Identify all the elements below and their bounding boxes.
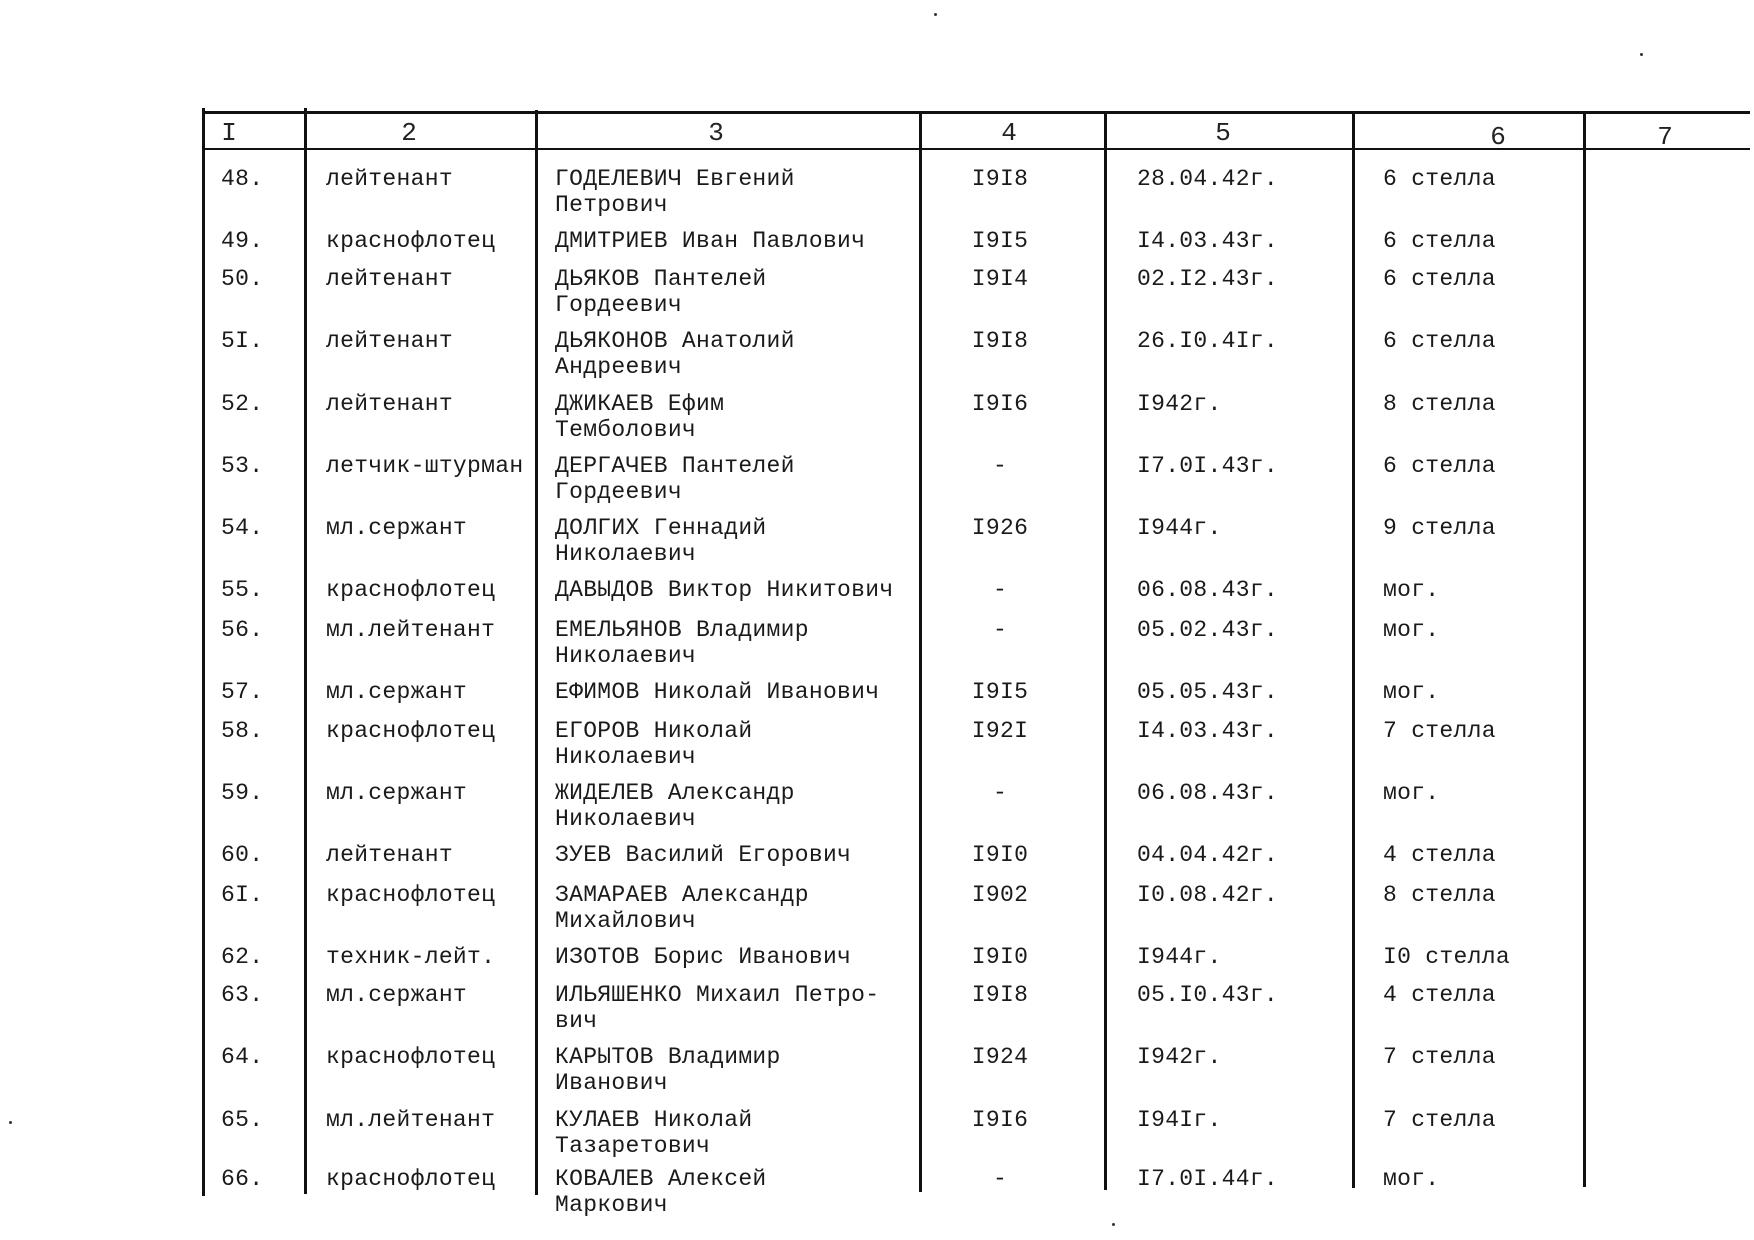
burial-place-cell: 7 стелла — [1383, 718, 1496, 744]
scan-speck — [9, 1121, 12, 1124]
death-date-cell: I942г. — [1137, 391, 1222, 417]
death-date-cell: 05.I0.43г. — [1137, 982, 1279, 1008]
table-row — [0, 982, 1754, 1042]
burial-place-cell: мог. — [1383, 1166, 1440, 1192]
rank-cell: лейтенант — [326, 391, 453, 417]
birth-year-cell: I902 — [971, 882, 1029, 908]
full-name-cell: ДЖИКАЕВ Ефим Темболович — [555, 391, 725, 443]
row-number-cell: 65. — [221, 1107, 264, 1133]
row-number-cell: 48. — [221, 166, 264, 192]
scan-speck — [1112, 1223, 1115, 1226]
death-date-cell: 05.02.43г. — [1137, 617, 1279, 643]
full-name-cell: ЗАМАРАЕВ Александр Михайлович — [555, 882, 809, 934]
table-row — [0, 453, 1754, 513]
row-number-cell: 62. — [221, 944, 264, 970]
row-number-cell: 50. — [221, 266, 264, 292]
full-name-cell: ЕГОРОВ Николай Николаевич — [555, 718, 753, 770]
death-date-cell: I944г. — [1137, 515, 1222, 541]
row-number-cell: 54. — [221, 515, 264, 541]
birth-year-cell: I92I — [971, 718, 1029, 744]
burial-place-cell: 6 стелла — [1383, 166, 1496, 192]
burial-place-cell: 7 стелла — [1383, 1107, 1496, 1133]
full-name-cell: КУЛАЕВ Николай Тазаретович — [555, 1107, 753, 1159]
death-date-cell: 28.04.42г. — [1137, 166, 1279, 192]
table-row — [0, 266, 1754, 326]
death-date-cell: 05.05.43г. — [1137, 679, 1279, 705]
death-date-cell: I94Iг. — [1137, 1107, 1222, 1133]
burial-place-cell: I0 стелла — [1383, 944, 1510, 970]
table-row — [0, 1166, 1754, 1226]
full-name-cell: ГОДЕЛЕВИЧ Евгений Петрович — [555, 166, 795, 218]
death-date-cell: I942г. — [1137, 1044, 1222, 1070]
row-number-cell: 66. — [221, 1166, 264, 1192]
column-header-5: 5 — [1215, 118, 1231, 148]
death-date-cell: I4.03.43г. — [1137, 718, 1279, 744]
table-row — [0, 1044, 1754, 1104]
rank-cell: краснофлотец — [326, 882, 496, 908]
full-name-cell: КОВАЛЕВ Алексей Маркович — [555, 1166, 767, 1218]
rank-cell: краснофлотец — [326, 1166, 496, 1192]
birth-year-cell: I9I8 — [971, 166, 1029, 192]
row-number-cell: 58. — [221, 718, 264, 744]
burial-place-cell: 6 стелла — [1383, 266, 1496, 292]
death-date-cell: I944г. — [1137, 944, 1222, 970]
full-name-cell: ЗУЕВ Василий Егорович — [555, 842, 852, 868]
row-number-cell: 52. — [221, 391, 264, 417]
row-number-cell: 55. — [221, 577, 264, 603]
table-row — [0, 780, 1754, 840]
row-number-cell: 57. — [221, 679, 264, 705]
full-name-cell: ЕМЕЛЬЯНОВ Владимир Николаевич — [555, 617, 809, 669]
column-header-4: 4 — [1001, 118, 1017, 148]
death-date-cell: 06.08.43г. — [1137, 577, 1279, 603]
rank-cell: мл.сержант — [326, 679, 468, 705]
full-name-cell: ИЛЬЯШЕНКО Михаил Петро- вич — [555, 982, 880, 1034]
column-header-2: 2 — [401, 118, 417, 148]
death-date-cell: 26.I0.4Iг. — [1137, 328, 1279, 354]
burial-place-cell: мог. — [1383, 780, 1440, 806]
row-number-cell: 64. — [221, 1044, 264, 1070]
birth-year-cell: - — [992, 617, 1008, 643]
death-date-cell: I7.0I.44г. — [1137, 1166, 1279, 1192]
table-row — [0, 391, 1754, 451]
burial-place-cell: 6 стелла — [1383, 328, 1496, 354]
row-number-cell: 59. — [221, 780, 264, 806]
rank-cell: краснофлотец — [326, 1044, 496, 1070]
burial-place-cell: 8 стелла — [1383, 882, 1496, 908]
burial-place-cell: 7 стелла — [1383, 1044, 1496, 1070]
row-number-cell: 5I. — [221, 328, 264, 354]
birth-year-cell: - — [992, 577, 1008, 603]
burial-place-cell: 9 стелла — [1383, 515, 1496, 541]
birth-year-cell: I9I6 — [971, 391, 1029, 417]
column-header-3: 3 — [708, 118, 724, 148]
rank-cell: техник-лейт. — [326, 944, 496, 970]
birth-year-cell: I9I4 — [971, 266, 1029, 292]
full-name-cell: ДАВЫДОВ Виктор Никитович — [555, 577, 894, 603]
death-date-cell: 06.08.43г. — [1137, 780, 1279, 806]
scan-speck — [934, 13, 937, 16]
rank-cell: лейтенант — [326, 328, 453, 354]
death-date-cell: I7.0I.43г. — [1137, 453, 1279, 479]
birth-year-cell: I924 — [971, 1044, 1029, 1070]
birth-year-cell: I9I8 — [971, 328, 1029, 354]
row-number-cell: 6I. — [221, 882, 264, 908]
table-row — [0, 328, 1754, 388]
full-name-cell: ЖИДЕЛЕВ Александр Николаевич — [555, 780, 795, 832]
row-number-cell: 60. — [221, 842, 264, 868]
birth-year-cell: I9I6 — [971, 1107, 1029, 1133]
birth-year-cell: - — [992, 453, 1008, 479]
rank-cell: мл.сержант — [326, 982, 468, 1008]
burial-place-cell: 4 стелла — [1383, 842, 1496, 868]
column-header-1: I — [221, 118, 237, 148]
rank-cell: мл.сержант — [326, 515, 468, 541]
scan-speck — [1640, 53, 1643, 56]
burial-place-cell: мог. — [1383, 617, 1440, 643]
birth-year-cell: I9I0 — [971, 842, 1029, 868]
death-date-cell: 04.04.42г. — [1137, 842, 1279, 868]
birth-year-cell: - — [992, 1166, 1008, 1192]
burial-place-cell: мог. — [1383, 577, 1440, 603]
full-name-cell: ДЬЯКОВ Пантелей Гордеевич — [555, 266, 767, 318]
burial-place-cell: 4 стелла — [1383, 982, 1496, 1008]
full-name-cell: ИЗОТОВ Борис Иванович — [555, 944, 852, 970]
full-name-cell: ЕФИМОВ Николай Иванович — [555, 679, 880, 705]
full-name-cell: ДМИТРИЕВ Иван Павлович — [555, 228, 866, 254]
rank-cell: мл.сержант — [326, 780, 468, 806]
burial-place-cell: 6 стелла — [1383, 453, 1496, 479]
death-date-cell: I0.08.42г. — [1137, 882, 1279, 908]
table-row — [0, 1107, 1754, 1167]
death-date-cell: 02.I2.43г. — [1137, 266, 1279, 292]
row-number-cell: 53. — [221, 453, 264, 479]
table-row — [0, 718, 1754, 778]
column-header-7: 7 — [1657, 122, 1673, 152]
rank-cell: летчик-штурман — [326, 453, 524, 479]
rank-cell: лейтенант — [326, 842, 453, 868]
table-top-rule — [203, 111, 1750, 114]
full-name-cell: ДЬЯКОНОВ Анатолий Андреевич — [555, 328, 795, 380]
rank-cell: мл.лейтенант — [326, 617, 496, 643]
birth-year-cell: I9I5 — [971, 679, 1029, 705]
row-number-cell: 63. — [221, 982, 264, 1008]
table-row — [0, 882, 1754, 942]
birth-year-cell: I9I8 — [971, 982, 1029, 1008]
birth-year-cell: I926 — [971, 515, 1029, 541]
rank-cell: краснофлотец — [326, 718, 496, 744]
rank-cell: лейтенант — [326, 166, 453, 192]
death-date-cell: I4.03.43г. — [1137, 228, 1279, 254]
full-name-cell: КАРЫТОВ Владимир Иванович — [555, 1044, 781, 1096]
birth-year-cell: I9I0 — [971, 944, 1029, 970]
row-number-cell: 56. — [221, 617, 264, 643]
rank-cell: краснофлотец — [326, 228, 496, 254]
birth-year-cell: - — [992, 780, 1008, 806]
birth-year-cell: I9I5 — [971, 228, 1029, 254]
burial-place-cell: мог. — [1383, 679, 1440, 705]
full-name-cell: ДЕРГАЧЕВ Пантелей Гордеевич — [555, 453, 795, 505]
row-number-cell: 49. — [221, 228, 264, 254]
rank-cell: краснофлотец — [326, 577, 496, 603]
rank-cell: лейтенант — [326, 266, 453, 292]
rank-cell: мл.лейтенант — [326, 1107, 496, 1133]
table-row — [0, 617, 1754, 677]
table-row — [0, 166, 1754, 226]
burial-place-cell: 8 стелла — [1383, 391, 1496, 417]
table-row — [0, 515, 1754, 575]
column-header-6: 6 — [1490, 122, 1506, 152]
full-name-cell: ДОЛГИХ Геннадий Николаевич — [555, 515, 767, 567]
burial-place-cell: 6 стелла — [1383, 228, 1496, 254]
